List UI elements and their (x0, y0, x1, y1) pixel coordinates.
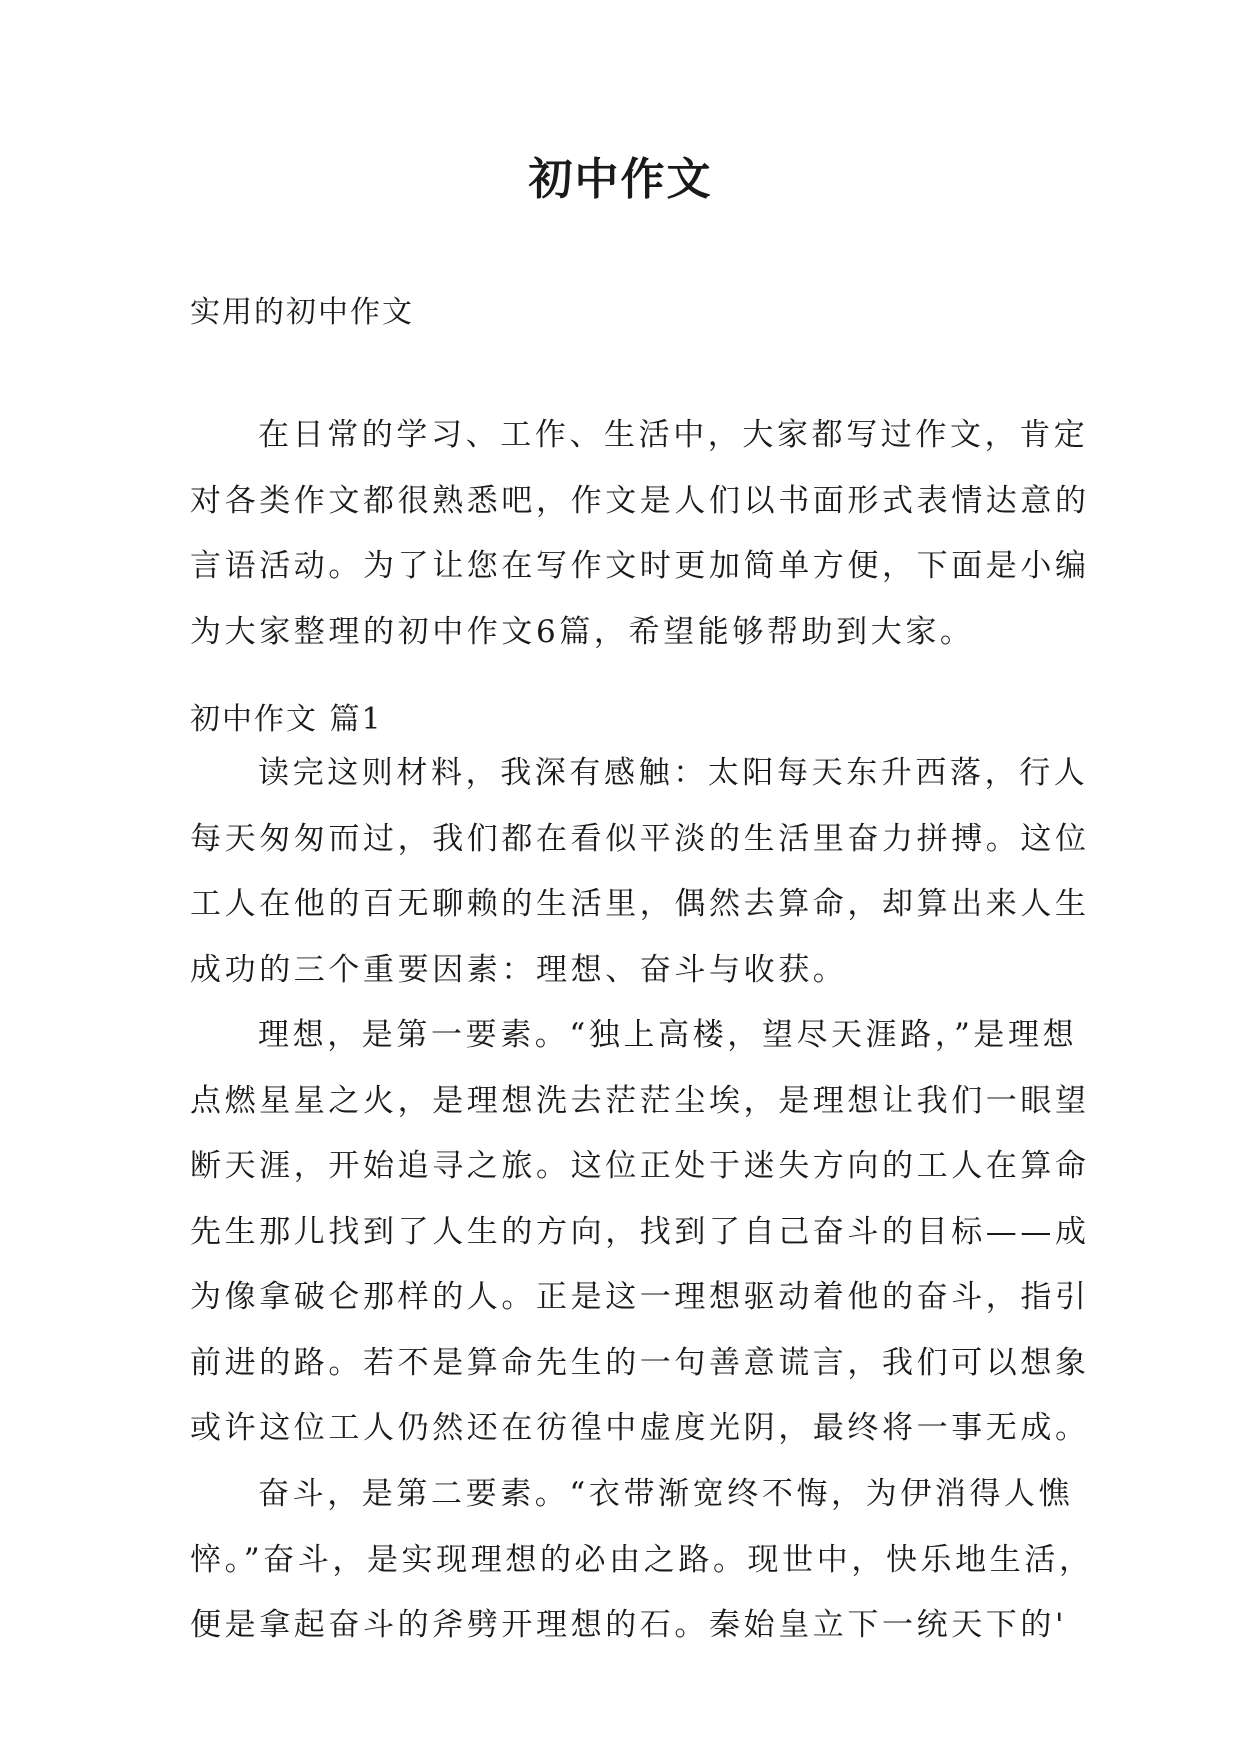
paragraph-line: 悴。”奋斗，是实现理想的必由之路。现世中，快乐地生活， (190, 1541, 1094, 1578)
paragraph-line: 每天匆匆而过，我们都在看似平淡的生活里奋力拼搏。这位 (190, 820, 1090, 857)
paragraph-line: 读完这则材料，我深有感触：太阳每天东升西落，行人 (258, 755, 1089, 791)
paragraph-line: 点燃星星之火，是理想洗去茫茫尘埃，是理想让我们一眼望 (190, 1082, 1090, 1119)
paragraph-line: 或许这位工人仍然还在彷徨中虚度光阴，最终将一事无成。 (190, 1410, 1090, 1446)
paragraph-line: 断天涯，开始追寻之旅。这位正处于迷失方向的工人在算命 (190, 1148, 1090, 1184)
paragraph-line: 工人在他的百无聊赖的生活里，偶然去算命，却算出来人生 (190, 886, 1090, 922)
paragraph-line: 为像拿破仑那样的人。正是这一理想驱动着他的奋斗，指引 (190, 1279, 1090, 1315)
paragraph-line: 奋斗，是第二要素。“衣带渐宽终不悔，为伊消得人憔 (258, 1476, 1074, 1512)
section-heading: 初中作文 篇1 (190, 702, 383, 737)
intro-line: 为大家整理的初中作文6篇，希望能够帮助到大家。 (190, 613, 975, 650)
paragraph-line: 便是拿起奋斗的斧劈开理想的石。秦始皇立下一统天下的' (190, 1607, 1068, 1643)
section-1-paragraph-2 (190, 1003, 1090, 1462)
intro-line: 言语活动。为了让您在写作文时更加简单方便，下面是小编 (190, 548, 1090, 584)
intro-line: 对各类作文都很熟悉吧，作文是人们以书面形式表情达意的 (190, 482, 1090, 519)
section-1-paragraph-1 (190, 741, 1090, 1003)
paragraph-line: 先生那儿找到了人生的方向，找到了自己奋斗的目标——成 (190, 1213, 1090, 1250)
document-subtitle: 实用的初中作文 (190, 295, 414, 330)
intro-line: 在日常的学习、工作、生活中，大家都写过作文，肯定 (258, 417, 1089, 453)
paragraph-line: 成功的三个重要因素：理想、奋斗与收获。 (190, 951, 848, 988)
section-1-paragraph-3 (190, 1462, 1094, 1659)
paragraph-line: 前进的路。若不是算命先生的一句善意谎言，我们可以想象 (190, 1344, 1090, 1381)
paragraph-line: 理想，是第一要素。“独上高楼，望尽天涯路，”是理想 (258, 1017, 1078, 1053)
document-title: 初中作文 (528, 154, 713, 205)
intro-paragraph (190, 403, 1090, 665)
